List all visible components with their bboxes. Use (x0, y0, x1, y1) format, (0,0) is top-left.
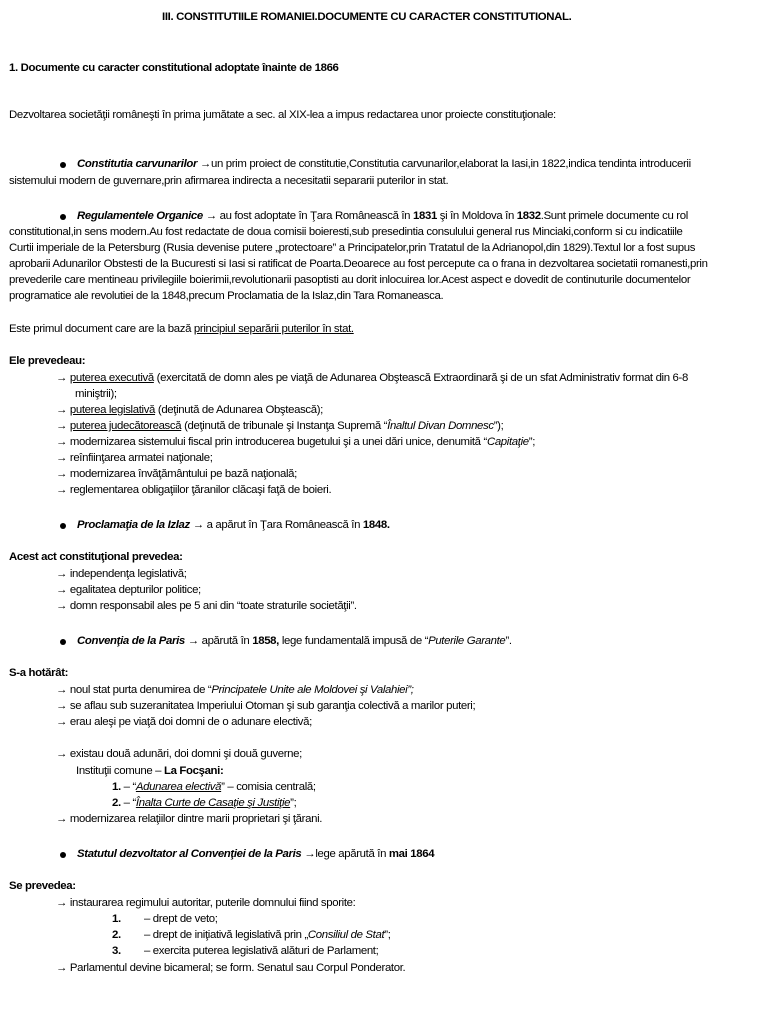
islaz-line (77, 518, 390, 533)
regulamente-text: .Sunt primele documente cu rol (540, 210, 688, 222)
item-number: 3. (112, 945, 121, 957)
year-1832: 1832 (516, 210, 541, 222)
item-number: 1. (112, 913, 121, 925)
list-item (56, 435, 535, 450)
list-item-text: Parlamentul devine bicameral; se form. Senatul sau Corpul Ponderator. (69, 962, 406, 974)
arrow-icon: → (56, 468, 68, 480)
arrow-icon: → (205, 210, 217, 222)
item-text: ” – comisia centrală; (221, 781, 316, 793)
arrow-icon: → (56, 484, 68, 496)
statut-text: lege apărută în (315, 848, 387, 860)
statut-name: Statutul dezvoltator al Convenţiei de la Paris (77, 848, 302, 860)
principle-text: Este primul document care are la bază (9, 323, 192, 335)
institutii-line (76, 764, 223, 779)
bullet-icon (60, 639, 66, 645)
item-text: – “ (123, 781, 136, 793)
carvunari-name: Constitutia carvunarilor (77, 158, 198, 170)
arrow-icon: → (56, 962, 68, 974)
arrow-icon: → (56, 568, 68, 580)
list-item-text: modernizarea sistemului fiscal prin introducerea bugetului şi a unei dări unice, denumită “ (69, 436, 487, 448)
year-1831: 1831 (413, 210, 437, 222)
regulamente-name: Regulamentele Organice (77, 210, 203, 222)
list-item-underlined: puterea executivă (69, 372, 154, 384)
conventia-name: Convenţia de la Paris (77, 635, 185, 647)
conventia-italic: Puterile Garante (428, 635, 506, 647)
item-number: 2. (112, 929, 121, 941)
arrow-icon: → (56, 684, 68, 696)
bullet-icon (60, 162, 66, 168)
numbered-item (112, 912, 121, 927)
list-item (56, 567, 187, 582)
list-item (56, 467, 297, 482)
arrow-icon: → (56, 404, 68, 416)
carvunari-line-2: sistemului modern de guvernare,prin afirmarea indirecta a necesitatii separarii puterilor in stat. (9, 175, 449, 187)
list-item (56, 747, 302, 762)
bullet-icon (60, 523, 66, 529)
list-item (56, 483, 331, 498)
arrow-icon: → (304, 848, 316, 860)
list-item-text: independenţa legislativă; (69, 568, 187, 580)
item-italic: Adunarea electivă (135, 781, 222, 793)
regulamente-text: au fost adoptate în Ţara Românească în (219, 210, 411, 222)
carvunari-line (77, 157, 691, 172)
list-item-underlined: puterea judecătorească (69, 420, 182, 432)
arrow-icon: → (56, 600, 68, 612)
list-item-text: ”); (493, 420, 504, 432)
numbered-item-text: – drept de veto; (144, 913, 218, 925)
item-number: 1. (112, 781, 121, 793)
conventia-text: lege fundamentală impusă de “ (281, 635, 429, 647)
list-item (56, 896, 355, 911)
arrow-icon: → (199, 158, 211, 170)
statut-line (77, 847, 434, 862)
list-item-text: (exercitată de domn ales pe viaţă de Adunarea Obştească Extraordinară şi de un sfat Administrativ format din 6-8 (156, 372, 688, 384)
numbered-item-text: – exercita puterea legislativă alături de Parlament; (144, 945, 379, 957)
list-item (56, 699, 475, 714)
conventia-line (77, 634, 512, 649)
list-item-text: domn responsabil ales pe 5 ani din “toate straturile societăţii”. (69, 600, 357, 612)
arrow-icon: → (56, 436, 68, 448)
list-item (56, 583, 201, 598)
item-italic: Înalta Curte de Casaţie şi Justiţie (135, 797, 291, 809)
regulamente-line-2: constitutional,in sens modern.Au fost redactate de doua comisii boieresti,sub presedintia consulului general rus Minciaki,conform si cu indicatiile (9, 226, 683, 238)
arrow-icon: → (56, 584, 68, 596)
list-item-text: reglementarea obligaţiilor ţăranilor clăcaşi faţă de boieri. (69, 484, 332, 496)
list-item (56, 371, 688, 386)
institutii-text: Instituţii comune – (76, 765, 162, 777)
page-title: III. CONSTITUTIILE ROMANIEI.DOCUMENTE CU CARACTER CONSTITUTIONAL. (162, 11, 572, 23)
list-item (56, 451, 213, 466)
list-item-text: egalitatea depturilor politice; (69, 584, 201, 596)
list-item-text: modernizarea relaţiilor dintre marii proprietari şi ţărani. (69, 813, 323, 825)
arrow-icon: → (56, 813, 68, 825)
arrow-icon: → (56, 748, 68, 760)
list-item-continuation: miniştrii); (75, 388, 117, 400)
arrow-icon: → (56, 700, 68, 712)
arrow-icon: → (56, 420, 68, 432)
institutii-bold: La Focşani: (163, 765, 224, 777)
list-item-underlined: puterea legislativă (69, 404, 156, 416)
list-item-italic: Principatele Unite ale Moldovei şi Valahiei”; (211, 684, 414, 696)
item-italic: Consiliul de Stat (307, 929, 385, 941)
list-item (56, 403, 323, 418)
conventia-text: ”. (505, 635, 512, 647)
item-text: – drept de iniţiativă legislativă prin „ (144, 929, 308, 941)
list-item (56, 683, 414, 698)
list-item-text: erau aleşi pe viaţă doi domni de o adunare electivă; (69, 716, 312, 728)
list-item-text: reînfiinţarea armatei naţionale; (69, 452, 213, 464)
seprevedea-heading: Se prevedea: (9, 880, 76, 892)
arrow-icon: → (187, 635, 199, 647)
item-text: ”; (384, 929, 391, 941)
islaz-name: Proclamaţia de la Izlaz (77, 519, 190, 531)
islaz-text: a apărut în Ţara Românească în (206, 519, 361, 531)
regulamente-line-3: Curtii imperiale de la Petersburg (Rusia devenise putere „protectoare” a Principatelor,prin Tratatul de la Adrianopol,din 1829).Textul lor a fost supus (9, 242, 696, 254)
section-heading: 1. Documente cu caracter constitutional adoptate înainte de 1866 (9, 62, 339, 74)
intro-paragraph: Dezvoltarea societăţii româneşti în prima jumătate a sec. al XIX-lea a impus redactarea unor proiecte constituţionale: (9, 109, 556, 121)
list-item-text: noul stat purta denumirea de “ (69, 684, 212, 696)
numbered-item (112, 928, 121, 943)
regulamente-line-6: programatice ale revolutiei de la 1848,precum Proclamatia de la Islaz,din Tara Romaneasca. (9, 290, 444, 302)
regulamente-line-4: aprobarii Adunarilor Obstesti de la Bucuresti si Iasi si ratificat de Poarta.Deoarece au fost percepute ca o frana in dezvoltarea societatii romanesti,prin (9, 258, 708, 270)
arrow-icon: → (56, 897, 68, 909)
act-heading: Acest act constituţional prevedea: (9, 551, 183, 563)
arrow-icon: → (192, 519, 204, 531)
statut-date: mai 1864 (388, 848, 435, 860)
list-item-text: se aflau sub suzeranitatea Imperiului Otoman şi sub garanţia colectivă a marilor puteri; (69, 700, 476, 712)
principle-underlined: principiul separării puterilor în stat. (193, 323, 354, 335)
list-item (56, 715, 312, 730)
hotarat-heading: S-a hotărât: (9, 667, 69, 679)
item-number: 2. (112, 797, 121, 809)
list-item (56, 961, 405, 976)
list-item-text: (deţinută de Adunarea Obştească); (157, 404, 323, 416)
list-item-text: ”; (528, 436, 536, 448)
list-item (56, 419, 503, 434)
numbered-item-text (144, 928, 391, 943)
arrow-icon: → (56, 372, 68, 384)
list-item (56, 812, 322, 827)
principle-line (9, 322, 354, 337)
numbered-item (112, 780, 316, 795)
arrow-icon: → (56, 716, 68, 728)
list-item-text: instaurarea regimului autoritar, puterile domnului fiind sporite: (69, 897, 356, 909)
bullet-icon (60, 214, 66, 220)
numbered-item (112, 796, 296, 811)
islaz-year: 1848. (362, 519, 390, 531)
numbered-item (112, 944, 121, 959)
list-item-italic: Înaltul Divan Domnesc (387, 420, 494, 432)
item-text: – “ (123, 797, 136, 809)
list-item (56, 599, 357, 614)
regulamente-line-5: prevederile care mentineau privilegiile boierimii,revolutionarii pasoptisti au dorit inlocuirea lor.Acest aspect e dovedit de continuturile documentelor (9, 274, 691, 286)
list-item-text: (deţinută de tribunale şi Instanţa Supremă “ (184, 420, 388, 432)
item-text: ”; (290, 797, 297, 809)
list-item-italic: Capitaţie (486, 436, 529, 448)
bullet-icon (60, 852, 66, 858)
list-item-text: modernizarea învăţământului pe bază naţională; (69, 468, 297, 480)
regulamente-text: şi în Moldova în (439, 210, 514, 222)
regulamente-line (77, 209, 688, 224)
arrow-icon: → (56, 452, 68, 464)
list-item-text: existau două adunări, doi domni şi două guverne; (69, 748, 302, 760)
conventia-text: apărută în (201, 635, 250, 647)
prevedeau-heading: Ele prevedeau: (9, 355, 86, 367)
carvunari-text: un prim proiect de constitutie,Constitutia carvunarilor,elaborat la Iasi,in 1822,indica tendinta introducerii (210, 158, 691, 170)
conventia-year: 1858, (252, 635, 279, 647)
